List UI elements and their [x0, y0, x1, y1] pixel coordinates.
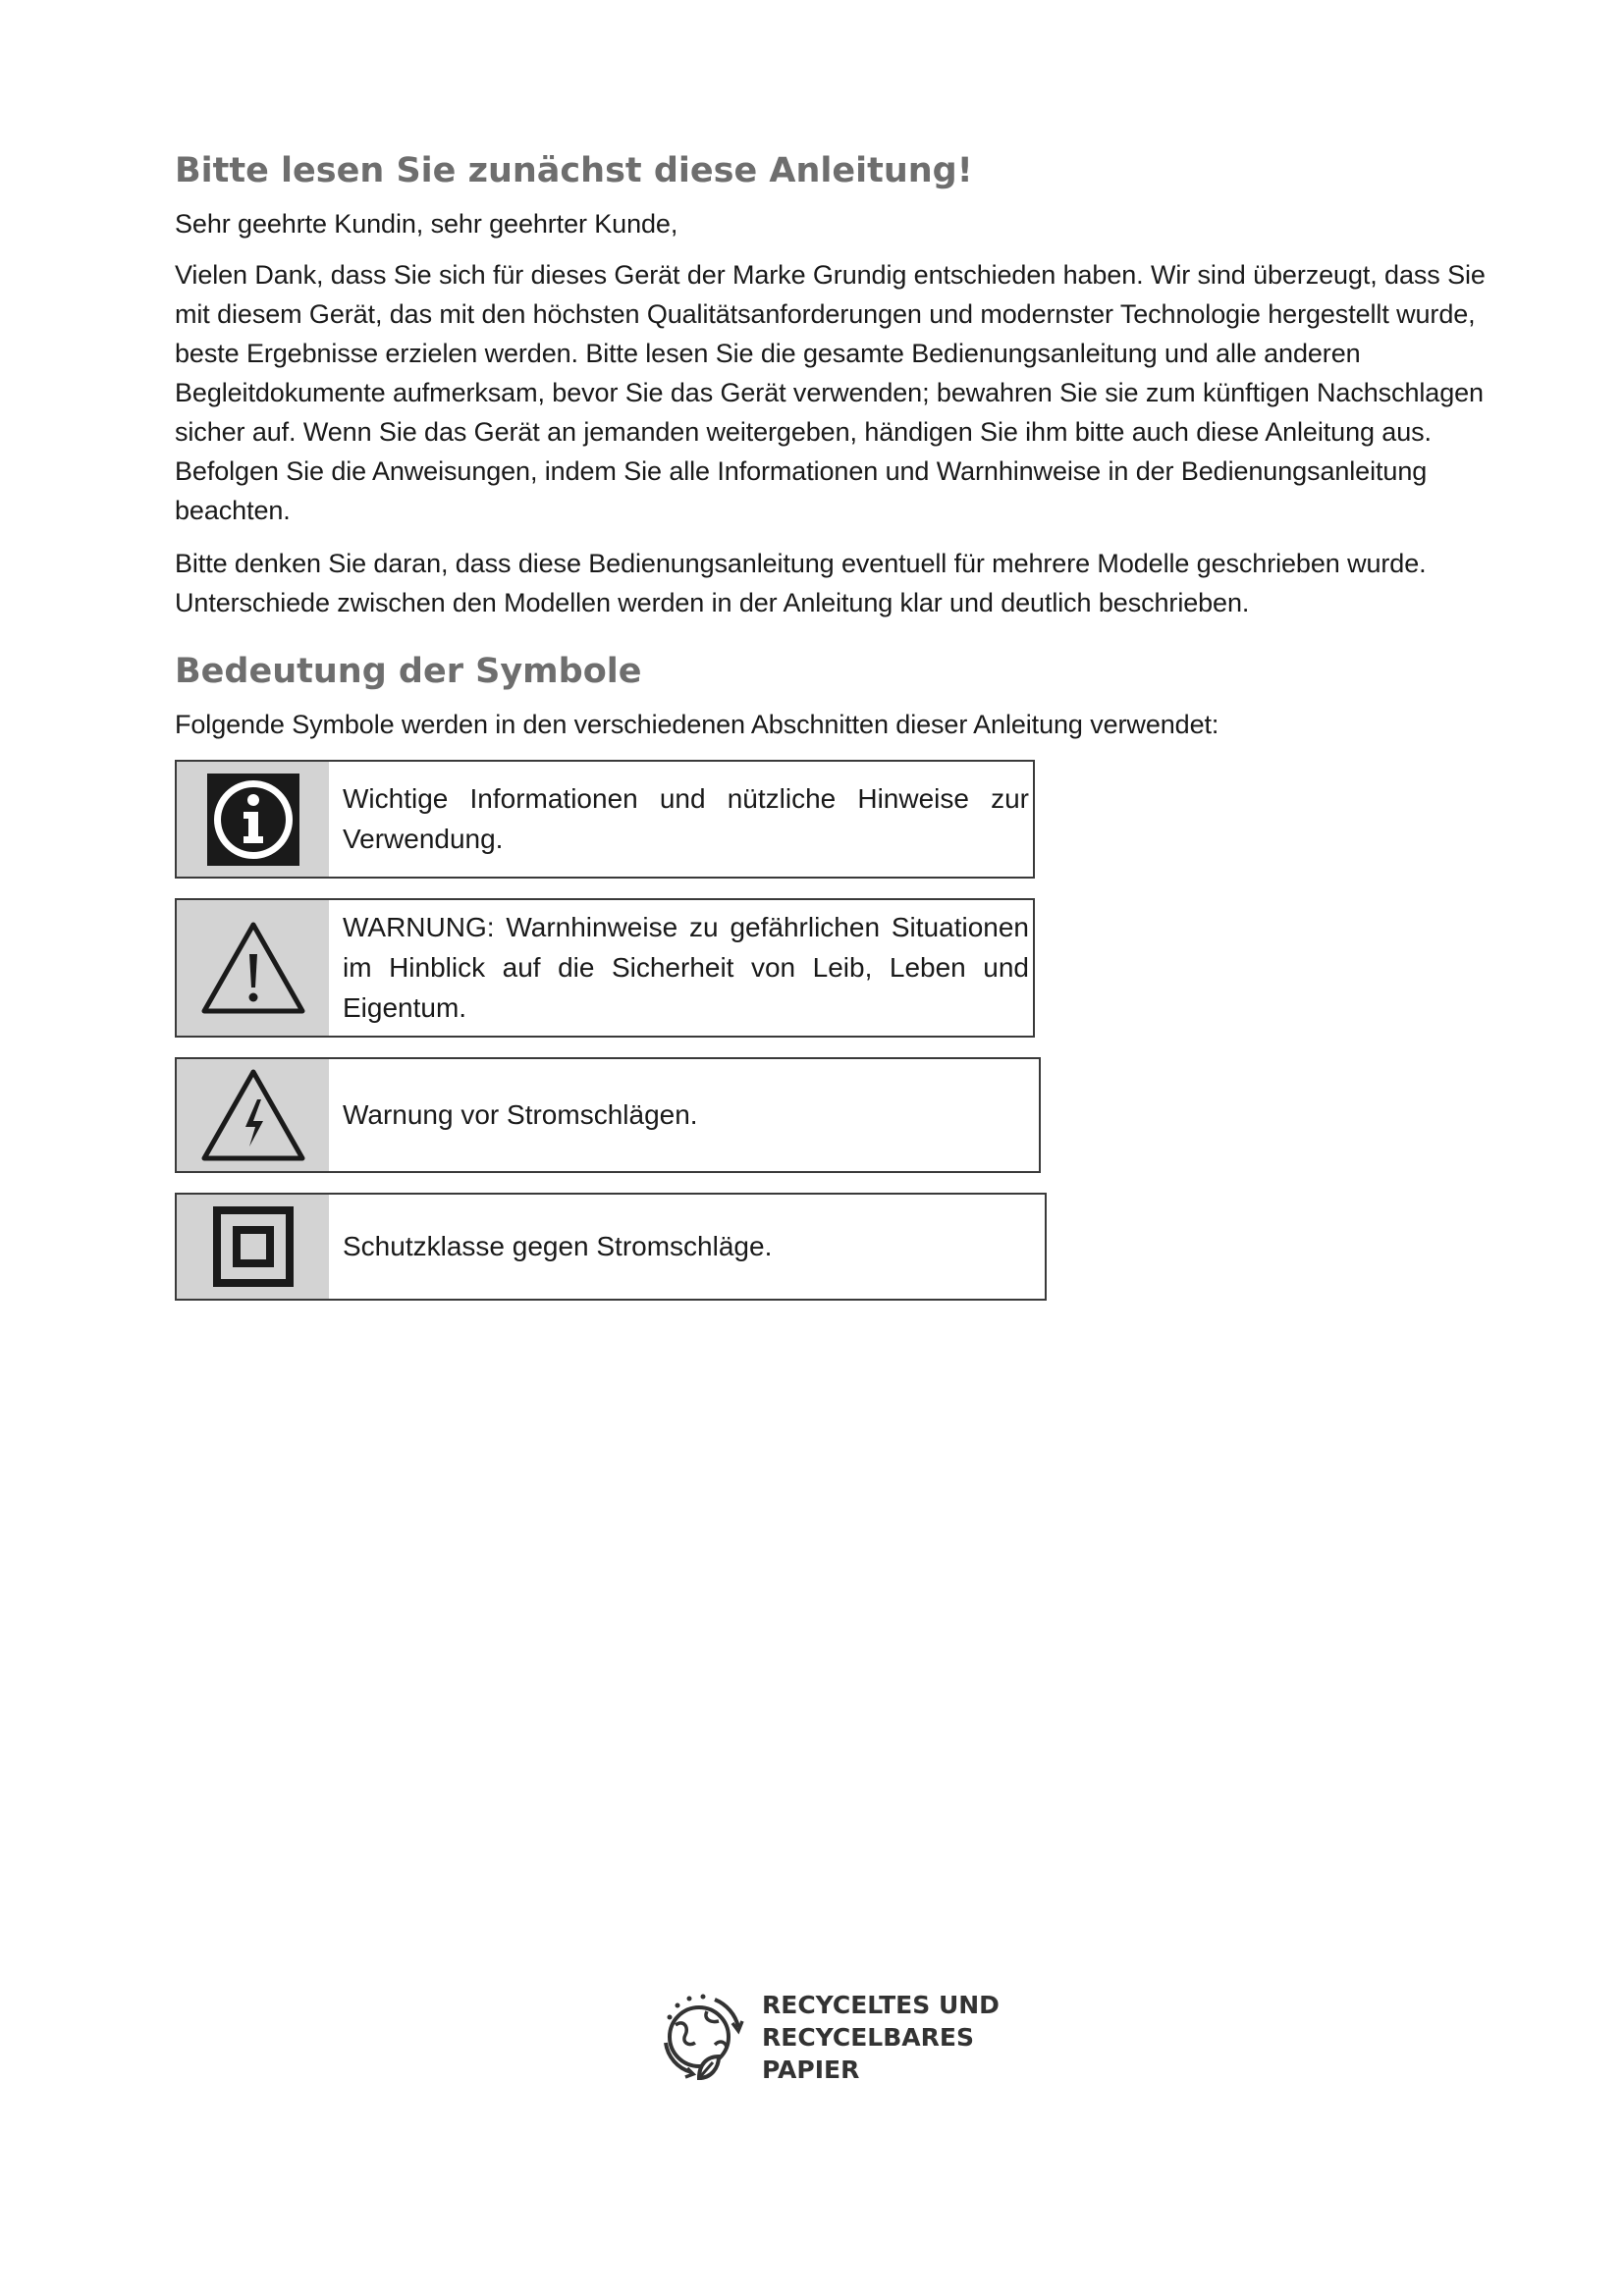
- symbol-row-electric: [175, 1057, 1041, 1173]
- page-title: Bitte lesen Sie zunächst diese Anleitung!: [175, 151, 973, 190]
- symbol-row-info: [175, 760, 1035, 879]
- logo-text: [762, 1989, 1000, 2086]
- symbols-table: [175, 760, 1490, 1301]
- warning-icon: [177, 900, 329, 1036]
- greeting: Sehr geehrte Kundin, sehr geehrter Kunde,: [175, 209, 678, 239]
- symbol-text-protection-class: Schutzklasse gegen Stromschläge.: [343, 1230, 773, 1261]
- symbol-text-electric: Warnung vor Stromschlägen.: [343, 1098, 698, 1130]
- logo-line-1: RECYCELTES UND: [762, 1990, 1000, 2019]
- page-content: [175, 147, 1490, 1320]
- intro-paragraph: Vielen Dank, dass Sie sich für dieses Gerät der Marke Grundig entschieden haben. Wir sind überzeugt, dass Sie mit diesem Gerät, das mit den höchsten Qualitätsanforderungen und modernster Technologie hergestellt wurde, beste Ergebnisse erzielen werden. Bitte lesen Sie die gesamte Bedienungsanleitung und alle anderen Begleitdokumente aufmerksam, bevor Sie das Gerät verwenden; bewahren Sie sie zum künftigen Nachschlagen sicher auf. Wenn Sie das Gerät an jemanden weitergeben, händigen Sie ihm bitte auch diese Anleitung aus. Befolgen Sie die Anweisungen, indem Sie alle Informationen und Warnhinweise in der Bedienungsanleitung beachten.: [175, 260, 1486, 525]
- models-paragraph: Bitte denken Sie daran, dass diese Bedienungsanleitung eventuell für mehrere Modelle geschrieben wurde. Unterschiede zwischen den Modellen werden in der Anleitung klar und deutlich beschrieben.: [175, 549, 1427, 617]
- protection-class-icon: [177, 1195, 329, 1299]
- logo-line-2: RECYCELBARES: [762, 2022, 974, 2052]
- symbols-intro: Folgende Symbole werden in den verschiedenen Abschnitten dieser Anleitung verwendet:: [175, 710, 1219, 739]
- logo-line-3: PAPIER: [762, 2055, 860, 2084]
- symbol-text-info: Wichtige Informationen und nützliche Hinweise zur Verwendung.: [343, 782, 1029, 854]
- recycled-paper-logo: [650, 1988, 1000, 2086]
- electric-shock-icon: [177, 1059, 329, 1171]
- symbol-row-warning: [175, 898, 1035, 1038]
- symbols-heading: Bedeutung der Symbole: [175, 652, 642, 691]
- symbol-text-warning: WARNUNG: Warnhinweise zu gefährlichen Situationen im Hinblick auf die Sicherheit von Leib, Leben und Eigentum.: [343, 911, 1029, 1023]
- info-icon: [177, 762, 329, 877]
- symbol-row-protection-class: [175, 1193, 1047, 1301]
- recycle-globe-icon: [650, 1988, 748, 2086]
